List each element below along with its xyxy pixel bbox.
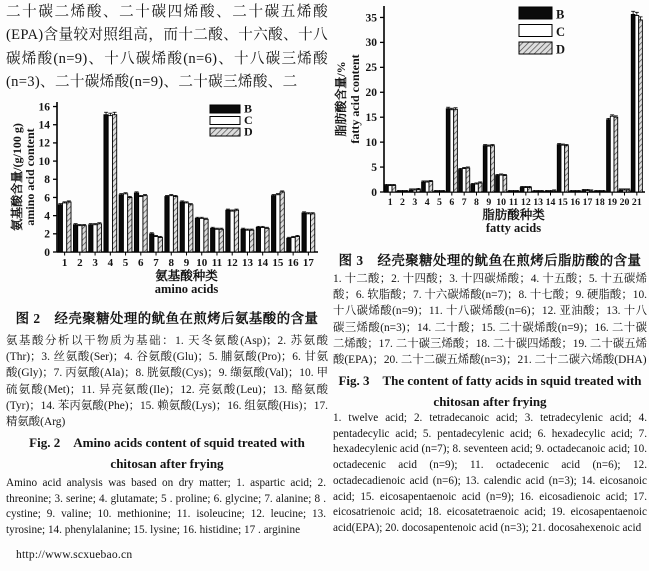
svg-text:0: 0 [371, 186, 377, 199]
svg-text:16: 16 [570, 197, 581, 208]
svg-text:4: 4 [424, 197, 430, 208]
svg-text:1: 1 [387, 197, 393, 208]
svg-text:15: 15 [557, 197, 568, 208]
axes [366, 6, 646, 199]
svg-text:4: 4 [44, 210, 50, 223]
svg-text:2: 2 [400, 197, 405, 208]
svg-text:B: B [556, 7, 565, 22]
svg-text:8: 8 [168, 257, 175, 269]
figure2-note-zh: 氨基酸分析以干物质为基础：1. 天冬氨酸(Asp)；2. 苏氨酸(Thr)；3. 丝氨酸(Ser)；4. 谷氨酸(Glu)；5. 脯氨酸(Pro)；6. 甘氨酸(Gly)；7. 丙氨酸(Ala)；8. 胱氨酸(Cys)；9. 缬氨酸(Val)；10. 甲硫氨酸(Met)；11. 异亮氨酸(Ile)；12. 亮氨酸(Leu)；13. 酪氨酸(Tyr)；14. 苯丙氨酸(Phe)；15. 赖氨酸(Lys)；16. 组氨酸(His)；17. 精氨酸(Arg) [6, 335, 328, 429]
svg-text:5: 5 [122, 257, 129, 269]
svg-text:D: D [556, 42, 566, 57]
svg-text:6: 6 [138, 257, 144, 269]
svg-text:3: 3 [412, 197, 418, 208]
journal-url: http://www.scxuebao.cn [16, 548, 133, 561]
figure3-caption-en: Fig. 3 The content of fatty acids in squid treated with chitosan after frying [338, 373, 642, 409]
svg-text:氨基酸种类: 氨基酸种类 [155, 269, 218, 283]
figure3-note-zh: 1. 十二酸；2. 十四酸；3. 十四碳烯酸；4. 十五酸；5. 十五碳烯酸；6. 软脂酸；7. 十六碳烯酸(n=7)；8. 十七酸；9. 硬脂酸；10. 十八碳烯酸(n=9)；11. 十八碳烯酸(n=6)；12. 亚油酸；13. 十八碳三烯酸(n=3)；14. 二十酸；15. 二十碳烯酸(n=9)；16. 二十碳二烯酸；17. 二十碳三烯酸；18. 二十碳四烯酸；19. 二十碳五烯酸(EPA)；20. 二十二碳五烯酸(n=3)；21. 二十二碳六烯酸(DHA) [333, 273, 647, 367]
svg-text:7: 7 [461, 197, 467, 208]
svg-text:21: 21 [631, 197, 642, 208]
svg-text:18: 18 [594, 197, 605, 208]
svg-text:14: 14 [38, 119, 50, 132]
fatty-acid-bar-chart [333, 0, 648, 240]
svg-text:6: 6 [449, 197, 455, 208]
svg-text:20: 20 [619, 197, 630, 208]
figure2-note-en: Amino acid analysis was based on dry matter; 1. aspartic acid; 2. threonine; 3. serine; 4. glutamate; 5 . proline; 6. glycine; 7. alanine; 8 . cystine; 9. valine; 10. methionine; 11. isoleucine; 12. leucine; 13. tyrosine; 14. phenylalanine; 15. lysine; 16. histidine; 17 . arginine [6, 477, 326, 536]
legend [519, 7, 565, 57]
svg-text:10: 10 [38, 155, 50, 168]
svg-text:10: 10 [496, 197, 507, 208]
svg-text:8: 8 [44, 174, 50, 187]
svg-text:C: C [244, 113, 253, 127]
svg-text:20: 20 [365, 87, 377, 100]
svg-text:脂肪酸种类: 脂肪酸种类 [482, 208, 545, 222]
svg-text:0: 0 [44, 246, 50, 259]
svg-text:8: 8 [474, 197, 479, 208]
svg-text:amino acid content: amino acid content [23, 128, 37, 226]
svg-text:B: B [244, 101, 253, 116]
figure2-caption-en: Fig. 2 Amino acids content of squid treated with chitosan after frying [29, 435, 305, 471]
svg-text:2: 2 [77, 257, 83, 269]
svg-text:16: 16 [38, 101, 50, 114]
body-paragraph: 二十碳二烯酸、二十碳四烯酸、二十碳五烯酸(EPA)含量较对照组高，而十二酸、十六酸、十八碳烯酸(n=9)、十八碳烯酸(n=6)、十八碳三烯酸(n=3)、二十碳烯酸(n=9)、二十碳三烯酸、二 [6, 4, 328, 91]
svg-text:7: 7 [153, 257, 159, 269]
svg-text:16: 16 [287, 257, 299, 269]
svg-text:D: D [244, 124, 253, 139]
svg-text:amino acids: amino acids [154, 282, 219, 296]
bars [58, 112, 315, 269]
svg-text:fatty acids: fatty acids [485, 221, 542, 235]
figure3-caption-zh: 图 3 经壳聚糖处理的鱿鱼在煎烤后脂肪酸的含量 [338, 253, 642, 268]
svg-text:5: 5 [437, 197, 442, 208]
svg-text:12: 12 [520, 197, 531, 208]
svg-text:10: 10 [196, 257, 208, 269]
figure3-chart [333, 0, 648, 245]
svg-text:1: 1 [61, 257, 68, 269]
amino-acid-bar-chart [10, 97, 321, 298]
svg-text:6: 6 [44, 192, 50, 205]
svg-text:14: 14 [545, 197, 556, 208]
svg-text:5: 5 [371, 161, 377, 174]
svg-text:25: 25 [365, 62, 377, 75]
svg-text:17: 17 [582, 197, 593, 208]
svg-text:13: 13 [533, 197, 544, 208]
svg-text:12: 12 [38, 137, 50, 150]
svg-text:2: 2 [44, 228, 50, 241]
svg-text:15: 15 [272, 257, 284, 269]
bars [384, 11, 642, 208]
svg-text:9: 9 [486, 197, 492, 208]
svg-text:30: 30 [365, 37, 377, 50]
svg-text:11: 11 [211, 257, 223, 269]
svg-text:15: 15 [365, 112, 377, 125]
svg-text:氨基酸含量/(g/100 g): 氨基酸含量/(g/100 g) [10, 123, 24, 231]
svg-text:3: 3 [92, 257, 98, 269]
svg-text:35: 35 [365, 12, 377, 25]
svg-text:4: 4 [107, 257, 114, 269]
svg-text:11: 11 [508, 197, 519, 208]
svg-text:C: C [556, 25, 566, 39]
svg-text:19: 19 [607, 197, 618, 208]
svg-text:9: 9 [183, 257, 190, 269]
svg-text:13: 13 [241, 257, 253, 269]
svg-text:12: 12 [226, 257, 238, 269]
svg-text:10: 10 [365, 136, 377, 149]
legend [210, 102, 253, 139]
svg-text:fatty acid content: fatty acid content [348, 54, 362, 144]
figure2-caption-zh: 图 2 经壳聚糖处理的鱿鱼在煎烤后氨基酸的含量 [15, 311, 319, 326]
svg-text:14: 14 [257, 257, 269, 269]
svg-text:脂肪酸含量/%: 脂肪酸含量/% [334, 61, 348, 137]
svg-text:17: 17 [302, 257, 314, 269]
figure3-note-en: 1. twelve acid; 2. tetradecanoic acid; 3. tetradecylenic acid; 4. pentadecylic acid; 5. pentadecylenic acid; 6. hexadecylic acid; 7. hexadecylenic acid (n=7); 8. seventeen acid; 9. octadecanoic acid; 10. octadecenic acid (n=9); 11. octadecenic acid (n=6); 12. octadecadienoic acid (n=6); 13. calendic acid (n=3); 14. eicosanoic acid; 15. eicosapentaenoic acid (n=9); 16. eicosadienoic acid; 17. eicosatrienoic acid; 18. eicosatetraenoic acid; 19. eicosapentaenoic acid(EPA); 20. docosapentenoic acid (n=3); 21. docosahexenoic acid [333, 412, 647, 534]
figure2-chart [10, 97, 321, 303]
